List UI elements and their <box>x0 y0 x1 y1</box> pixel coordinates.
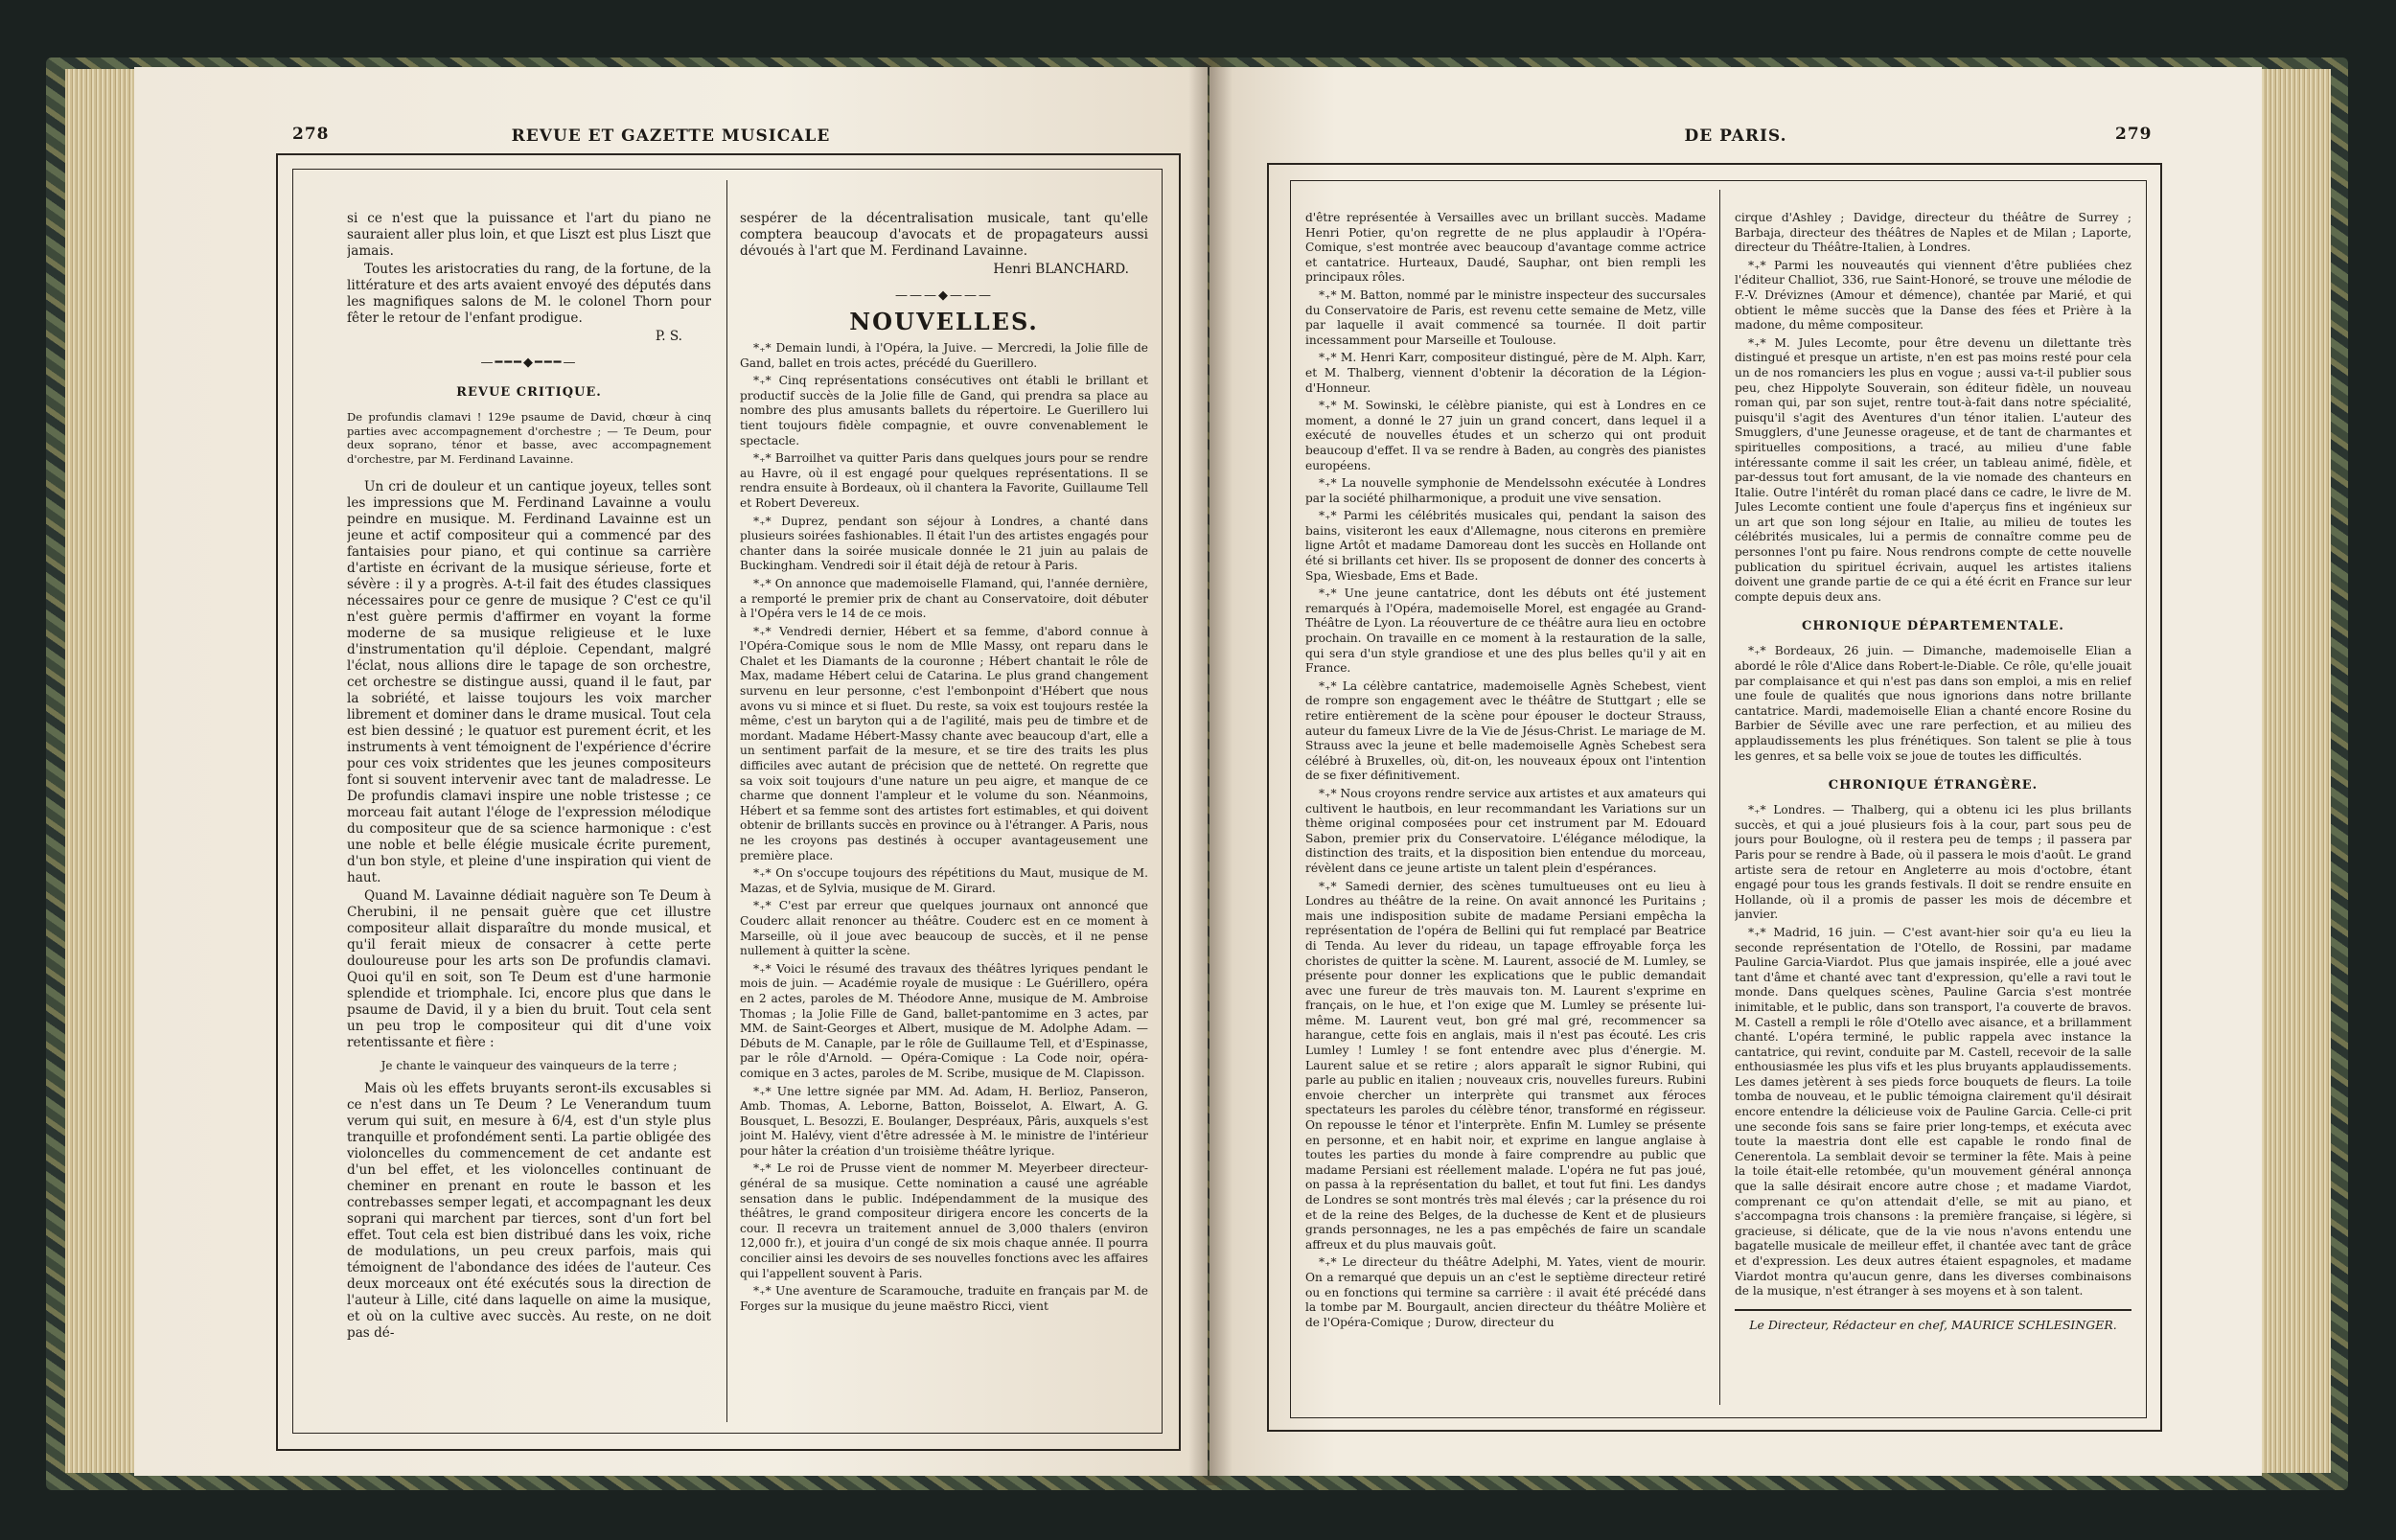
news-item: *₊* On s'occupe toujours des répétitions du Maut, musique de M. Mazas, et de Sylvia, musique de M. Girard. <box>740 866 1148 895</box>
right-page-edges <box>2254 69 2331 1473</box>
news-item: *₊* M. Batton, nommé par le ministre inspecteur des succursales du Conservatoire de Paris, est revenu cette semaine de Metz, ville par laquelle il avait commencé sa tournée. Il doit partir incessamment pour Marseille et Toulouse. <box>1305 287 1706 347</box>
page-number-right: 279 <box>2115 125 2153 144</box>
news-item: *₊* On annonce que mademoiselle Flamand, qui, l'année dernière, a remporté le premier prix de chant au Conservatoire, doit débuter à l'Opéra vers le 14 de ce mois. <box>740 576 1148 621</box>
page-number-left: 278 <box>292 125 330 144</box>
column-rule-right <box>1719 190 1720 1405</box>
news-item: *₊* Nous croyons rendre service aux artistes et aux amateurs qui cultivent le hautbois, en leur recommandant les Variations sur un thème original composées pour cet instrument par M. Edouard Sabon, premier prix du Conservatoire. L'élégance mélodique, la distinction des traits, et la disposition bien entendue du morceau, révèlent dans ce jeune artiste un talent plein d'espérances. <box>1305 786 1706 875</box>
news-item: *₊* Londres. — Thalberg, qui a obtenu ici les plus brillants succès, et qui a joué plusieurs fois à la cour, part sous peu de jours pour Boulogne, où il restera peu de temps ; il passera par Paris pour se rendre à Bade, où il passera le mois d'août. Le grand artiste sera de retour en Angleterre au mois d'octobre, étant engagé pour tous les grands festivals. Il doit se rendre ensuite en Hollande, où il a promis de passer les mois de décembre et janvier. <box>1735 803 2131 922</box>
news-item: *₊* Vendredi dernier, Hébert et sa femme, d'abord connue à l'Opéra-Comique sous le nom de Mlle Massy, ont reparu dans le Chalet et les Diamants de la couronne ; Hébert chantait le rôle de Max, madame Hébert celui de Catarina. Le plus grand changement survenu en leur personne, c'est l'embonpoint d'Hébert que nous avons vu si mince et si fluet. Du reste, sa voix est toujours restée la même, c'est un baryton qui a de l'agilité, mais peu de timbre et de mordant. Madame Hébert-Massy chante avec beaucoup d'art, elle a un sentiment parfait de la mesure, et se tire des traits les plus difficiles avec autant de précision que de netteté. On regrette que sa voix soit toujours d'une nature un peu aigre, et manque de ce charme que donnent l'ampleur et le volume du son. Néanmoins, Hébert et sa femme sont des artistes fort estimables, et qui doivent obtenir de brillants succès en province ou à l'étranger. A Paris, nous ne les croyons pas destinés à occuper avantageusement une première place. <box>740 624 1148 862</box>
news-item: cirque d'Ashley ; Davidge, directeur du théâtre de Surrey ; Barbaja, directeur des théâtres de Naples et de Milan ; Laporte, directeur du Théâtre-Italien, à Londres. <box>1735 211 2131 255</box>
news-item: *₊* Le directeur du théâtre Adelphi, M. Yates, vient de mourir. On a remarqué que depuis un an c'est le septième directeur retiré ou en fonctions qui termine sa carrière : il avait été précédé dans la tombe par M. Bourgault, ancien directeur du théâtre Molière et de l'Opéra-Comique ; Durow, directeur du <box>1305 1255 1706 1329</box>
news-item: *₊* Le roi de Prusse vient de nommer M. Meyerbeer directeur-général de sa musique. Cette nomination a causé une agréable sensation dans le public. Indépendamment de la musique des théâtres, le grand compositeur dirigera encore les concerts de la cour. Il recevra un traitement annuel de 3,000 thalers (environ 12,000 fr.), et jouira d'un congé de six mois chaque année. Il pourra concilier ainsi les devoirs de ses nouvelles fonctions avec les affaires qui l'appellent souvent à Paris. <box>740 1161 1148 1280</box>
news-item: *₊* M. Sowinski, le célèbre pianiste, qui est à Londres en ce moment, a donné le 27 juin un grand concert, dans lequel il a exécuté de nouvelles études et un scherzo qui ont produit beaucoup d'effet. Il va se rendre à Baden, au congrès des pianistes européens. <box>1305 399 1706 472</box>
news-item: *₊* Parmi les célébrités musicales qui, pendant la saison des bains, visiteront les eaux d'Allemagne, nous citerons en première ligne Artôt et madame Damoreau dont les succès en Hollande ont été si brillants cet hiver. Ils se proposent de donner des concerts à Spa, Wiesbade, Ems et Bade. <box>1305 509 1706 583</box>
left-page-column-1 <box>347 211 711 1437</box>
chronique-departementale-title: CHRONIQUE DÉPARTEMENTALE. <box>1802 619 2064 634</box>
news-item: *₊* La célèbre cantatrice, mademoiselle Agnès Schebest, vient de rompre son engagement avec le théâtre de Stuttgart ; elle se retire entièrement de la scène pour épouser le docteur Strauss, auteur du fameux Livre de la Vie de Jésus-Christ. Le mariage de M. Strauss avec la jeune et belle mademoiselle Agnès Schebest sera célébré à Bruxelles, où, dit-on, les nouveaux époux ont l'intention de se fixer définitivement. <box>1305 678 1706 783</box>
running-head-right: DE PARIS. <box>1684 126 1787 146</box>
continuation-text: sespérer de la décentralisation musicale, tant qu'elle comptera beaucoup d'avocats et de propagateurs aussi dévoués à l'art que M. Ferdinand Lavainne. <box>740 211 1148 259</box>
news-item: *₊* M. Henri Karr, compositeur distingué, père de M. Alph. Karr, et M. Thalberg, viennent d'obtenir la décoration de la Légion-d'Honneur. <box>1305 351 1706 395</box>
news-item: *₊* M. Jules Lecomte, pour être devenu un dilettante très distingué et presque un artiste, n'en est pas moins resté pour cela un de nos romanciers les plus en vogue ; aussi va-t-il publier sous peu, chez Hippolyte Souverain, son éditeur fidèle, un nouveau roman qui, par son sujet, rentre tout-à-fait dans notre spécialité, puisqu'il s'agit des Aventures d'un ténor italien. L'auteur des Smugglers, d'une Jeunesse orageuse, et de tant de charmantes et spirituelles compositions, a tracé, au milieu d'une fable intéressante comme il sait les créer, un tableau animé, fidèle, et par-dessus tout fort amusant, de la vie nomade des chanteurs en Italie. Outre l'intérêt du roman placé dans ce cadre, le livre de M. Jules Lecomte contient une foule d'aperçus fins et ingénieux sur un art que son long séjour en Italie, au milieu de toutes les célébrités musicales, lui a permis de connaître comme peu de personnes l'ont pu faire. Nous rendrons compte de cette nouvelle publication du spirituel écrivain, auquel les artistes italiens doivent une grande partie de ce qui a été écrit en France sur leur compte depuis deux ans. <box>1735 335 2131 604</box>
left-page-column-2 <box>740 211 1148 1437</box>
news-item: *₊* Cinq représentations consécutives ont établi le brillant et productif succès de la Jolie fille de Gand, qui prendra sa place au nombre des plus amusants ballets du répertoire. Le Guerillero lui tient toujours fidèle compagnie, et ouvre convenablement le spectacle. <box>740 374 1148 448</box>
signature-blanchard: Henri BLANCHARD. <box>993 262 1129 277</box>
left-page-edges <box>65 69 142 1473</box>
news-item: *₊* Parmi les nouveautés qui viennent d'être publiées chez l'éditeur Challiot, 336, rue Saint-Honoré, se trouve une mélodie de F.-V. Dréviznes (Amour et démence), chantée par Marié, et qui obtient le même succès que la Danse des fées et Prière à la madone, du même compositeur. <box>1735 258 2131 333</box>
signature-ps: P. S. <box>655 329 682 344</box>
separator-ornament: ———◆——— <box>895 288 993 303</box>
column-rule-left <box>726 180 727 1422</box>
signature-rule <box>1735 1309 2131 1311</box>
book-gutter <box>1188 57 1233 1485</box>
news-item: *₊* C'est par erreur que quelques journaux ont annoncé que Couderc allait renoncer au théâtre. Couderc est en ce moment à Marseille, où il joue avec beaucoup de succès, et il ne pense nullement à quitter la scène. <box>740 899 1148 958</box>
news-item: *₊* Une jeune cantatrice, dont les débuts ont été justement remarqués à l'Opéra, mademoiselle Morel, est engagée au Grand-Théâtre de Lyon. La réouverture de ce théâtre aura lieu en octobre prochain. On travaille en ce moment à la restauration de la salle, qui sera d'un style grandiose et une des plus belles qu'il y ait en France. <box>1305 586 1706 676</box>
running-head-left: REVUE ET GAZETTE MUSICALE <box>511 126 831 146</box>
separator-ornament: —━━━◆━━━— <box>480 356 578 370</box>
news-item: *₊* Bordeaux, 26 juin. — Dimanche, mademoiselle Elian a abordé le rôle d'Alice dans Robert-le-Diable. Ce rôle, qu'elle jouait par complaisance et qui n'est pas dans son emploi, a mis en relief une foule de qualités que nous ignorions dans notre brillante cantatrice. Mardi, mademoiselle Elian a chanté encore Rosine du Barbier de Séville avec une rare perfection, et au milieu des applaudissements les plus frénétiques. Son talent se plie à tous les genres, et sa belle voix se joue de toutes les difficultés. <box>1735 644 2131 763</box>
paragraph: Un cri de douleur et un cantique joyeux, telles sont les impressions que M. Ferdinand Lavainne a voulu peindre en musique. M. Ferdinand Lavainne est un jeune et actif compositeur qui a commencé par des fantaisies pour piano, et qui continue sa carrière d'artiste en écrivant de la musique sérieuse, forte et sévère : il y a progrès. A-t-il fait des études classiques nécessaires pour ce genre de musique ? C'est ce qu'il n'est guère permis d'affirmer en voyant la forme moderne de sa musique religieuse et le luxe d'instrumentation qu'il déploie. Cependant, malgré l'éclat, nous allions dire le tapage de son orchestre, cet orchestre se distingue aussi, quand il le faut, par la sobriété, et laisse toujours les voix marcher librement et dominer dans le drame musical. Tout cela est bien dessiné ; le quatuor est purement écrit, et les instruments à vent témoignent de l'expérience d'écrire pour ces voix stridentes que les jeunes compositeurs font si souvent intervenir avec tant de maladresse. Le De profundis clamavi inspire une noble tristesse ; ce morceau fait autant l'éloge de l'expression mélodique du compositeur que de sa science harmonique : c'est une noble et belle élégie musicale écrite purement, d'un bon style, et pleine d'une inspiration qui vient de haut. <box>347 479 711 885</box>
quote-line: Je chante le vainqueur des vainqueurs de la terre ; <box>380 1059 678 1072</box>
editor-signature: Le Directeur, Rédacteur en chef, MAURICE SCHLESINGER. <box>1749 1317 2117 1332</box>
right-page-column-1 <box>1305 211 1706 1409</box>
news-item: *₊* Madrid, 16 juin. — C'est avant-hier soir qu'a eu lieu la seconde représentation de l'Otello, de Rossini, par madame Pauline Garcia-Viardot. Plus que jamais inspirée, elle a joué avec tant d'âme et chanté avec tant d'expression, qu'elle a ravi tout le monde. Dans quelques scènes, Pauline Garcia s'est montrée inimitable, et le public, dans son transport, l'a couverte de bravos. M. Castell a rempli le rôle d'Otello avec aisance, et a brillamment chanté. L'opéra terminé, le public rappela avec instance la cantatrice, qui revint, conduite par M. Castell, recevoir de la salle enthousiasmée les plus vifs et les plus bruyants applaudissements. Les dames jetèrent à ses pieds force bouquets de fleurs. La toile tomba de nouveau, et le public témoigna clairement qu'il désirait encore entendre la délicieuse voix de Pauline Garcia. Celle-ci prit une seconde fois sans se faire prier long-temps, et exécuta avec toute la maestria dont elle est capable le rondo final de Cenerentola. La semblait devoir se terminer la fête. Mais à peine la toile était-elle retombée, qu'un mouvement général annonça que la salle désirait encore autre chose ; et madame Viardot, comprenant ce qu'on attendait d'elle, se mit au piano, et s'accompagna trois chansons : la première française, si légère, si gracieuse, si délicate, que de la vie nous n'avons entendu une bagatelle musicale de meilleur effet, il chantée avec tant de grâce et d'expression. Les deux autres étaient espagnoles, et madame Viardot montra qu'aucun genre, dans les diverses combinaisons de la musique, n'est étranger à ses moyens et à son talent. <box>1735 925 2131 1299</box>
paragraph: Mais où les effets bruyants seront-ils excusables si ce n'est dans un Te Deum ? Le Venerandum tuum verum qui suit, en mesure à 6/4, est d'un style plus tranquille et profondément senti. La partie obligée des violoncelles du commencement de cet andante est d'un bel effet, et les violoncelles continuant de cheminer en prenant en route le basson et les contrebasses semper legati, et accompagnant les deux soprani qui marchent par tierces, sont d'un fort bel effet. Tout cela est bien distribué dans les voix, riche de modulations, un peu creux parfois, mais qui témoignent de l'abondance des idées de l'auteur. Ces deux morceaux ont été exécutés sous la direction de l'auteur à Lille, cité dans laquelle on aime la musique, et où on la cultive avec succès. Au reste, on ne doit pas dé- <box>347 1081 711 1341</box>
paragraph: Quand M. Lavainne dédiait naguère son Te Deum à Cherubini, il ne pensait guère que cet illustre compositeur allait disparaître du monde musical, et qu'il ferait mieux de consacrer à cette perte douloureuse pour les arts son De profundis clamavi. Quoi qu'il en soit, son Te Deum est d'une harmonie splendide et triomphale. Ici, encore plus que dans le psaume de David, il y a bien du bruit. Tout cela sent un peu trop le compositeur qui dit d'une voix retentissante et fière : <box>347 888 711 1050</box>
left-page <box>134 67 1208 1476</box>
news-item: *₊* La nouvelle symphonie de Mendelssohn exécutée à Londres par la société philharmonique, a produit une vive sensation. <box>1305 476 1706 505</box>
news-item: *₊* Voici le résumé des travaux des théâtres lyriques pendant le mois de juin. — Académie royale de musique : Le Guérillero, opéra en 2 actes, paroles de M. Théodore Anne, musique de M. Ambroise Thomas ; la Jolie Fille de Gand, ballet-pantomime en 3 actes, par MM. de Saint-Georges et Albert, musique de M. Adolphe Adam. — Débuts de M. Canaple, par le rôle de Guillaume Tell, et d'Espinasse, par le rôle d'Arnold. — Opéra-Comique : La Code noir, opéra-comique en 3 actes, paroles de M. Scribe, musique de M. Clapisson. <box>740 961 1148 1080</box>
right-page-column-2 <box>1735 211 2131 1409</box>
news-item: *₊* Duprez, pendant son séjour à Londres, a chanté dans plusieurs soirées fashionables. Il était l'un des artistes engagés pour chanter dans la soirée musicale donnée le 21 juin au palais de Buckingham. Vendredi soir il était déjà de retour à Paris. <box>740 514 1148 573</box>
news-item: *₊* Demain lundi, à l'Opéra, la Juive. — Mercredi, la Jolie fille de Gand, ballet en trois actes, précédé du Guerillero. <box>740 341 1148 370</box>
chronique-etrangere-title: CHRONIQUE ÉTRANGÈRE. <box>1828 778 2039 793</box>
news-item: *₊* Une lettre signée par MM. Ad. Adam, H. Berlioz, Panseron, Amb. Thomas, A. Leborne, Batton, Boisselot, A. Elwart, A. G. Bousquet, L. Besozzi, E. Boulanger, Despréaux, Pâris, auxquels s'est joint M. Halévy, vient d'être adressée à M. le ministre de l'intérieur pour hâter la création d'un troisième théâtre lyrique. <box>740 1084 1148 1158</box>
news-item: d'être représentée à Versailles avec un brillant succès. Madame Henri Potier, qu'on regrette de ne plus applaudir à l'Opéra-Comique, s'est montrée avec beaucoup d'avantage comme actrice et cantatrice. Hurteaux, Daudé, Sauphar, ont bien rempli les principaux rôles. <box>1305 211 1706 285</box>
news-item: *₊* Samedi dernier, des scènes tumultueuses ont eu lieu à Londres au théâtre de la reine. On avait annoncé les Puritains ; mais une indisposition subite de madame Persiani empêcha la représentation de l'opéra de Bellini qui fut remplacé par Beatrice di Tenda. Au lever du rideau, un tapage effroyable força les choristes de quitter la scène. M. Laurent, associé de M. Lumley, se présente pour donner les explications que le public demandait avec une fureur de très mauvais ton. M. Laurent s'exprime en français, on le hue, et l'on exige que M. Lumley se présente lui-même. M. Laurent veut, bon gré mal gré, recommencer sa harangue, cette fois en anglais, mais il n'est pas écouté. Les cris Lumley ! Lumley ! se font entendre avec plus d'énergie. M. Laurent salue et se retire ; alors apparaît le signor Rubini, qui parle au public en italien ; nouveaux cris, nouvelles fureurs. Rubini envoie chercher un interprète qui transmet aux féroces spectateurs les paroles du célèbre ténor, transformé en régisseur. On repousse le ténor et l'interprète. Enfin M. Lumley se présente en personne, et en habit noir, et exprime en langue anglaise à toutes les parties du monde à faire comprendre au public que madame Persiani est réellement malade. L'opéra ne fut pas joué, on passa à la représentation du ballet, et tout fut fini. Les dandys de Londres se sont montrés très mal élevés ; car la présence du roi et de la reine des Belges, de la duchesse de Kent et de plusieurs grands personnages, ne les a pas empêchés de faire un scandale affreux et du plus mauvais goût. <box>1305 879 1706 1252</box>
right-page <box>1210 67 2262 1476</box>
news-item: *₊* Une aventure de Scaramouche, traduite en français par M. de Forges sur la musique du jeune maëstro Ricci, vient <box>740 1284 1148 1313</box>
nouvelles-title: NOUVELLES. <box>849 308 1039 335</box>
paragraph: Toutes les aristocraties du rang, de la fortune, de la littérature et des arts avaient envoyé des députés dans les magnifiques salons de M. le colonel Thorn pour fêter le retour de l'enfant prodigue. <box>347 262 711 326</box>
news-item: *₊* Barroilhet va quitter Paris dans quelques jours pour se rendre au Havre, où il est engagé pour quelques représentations. Il se rendra ensuite à Bordeaux, où il chantera la Favorite, Guillaume Tell et Robert Devereux. <box>740 451 1148 510</box>
continuation-text: si ce n'est que la puissance et l'art du piano ne sauraient aller plus loin, et que Liszt est plus Liszt que jamais. <box>347 211 711 259</box>
revue-heading: De profundis clamavi ! 129e psaume de David, chœur à cinq parties avec accompagnement d'orchestre ; — Te Deum, pour deux soprano, ténor et basse, avec accompagnement d'orchestre, par M. Ferdinand Lavainne. <box>347 410 711 466</box>
revue-critique-title: REVUE CRITIQUE. <box>456 385 602 400</box>
